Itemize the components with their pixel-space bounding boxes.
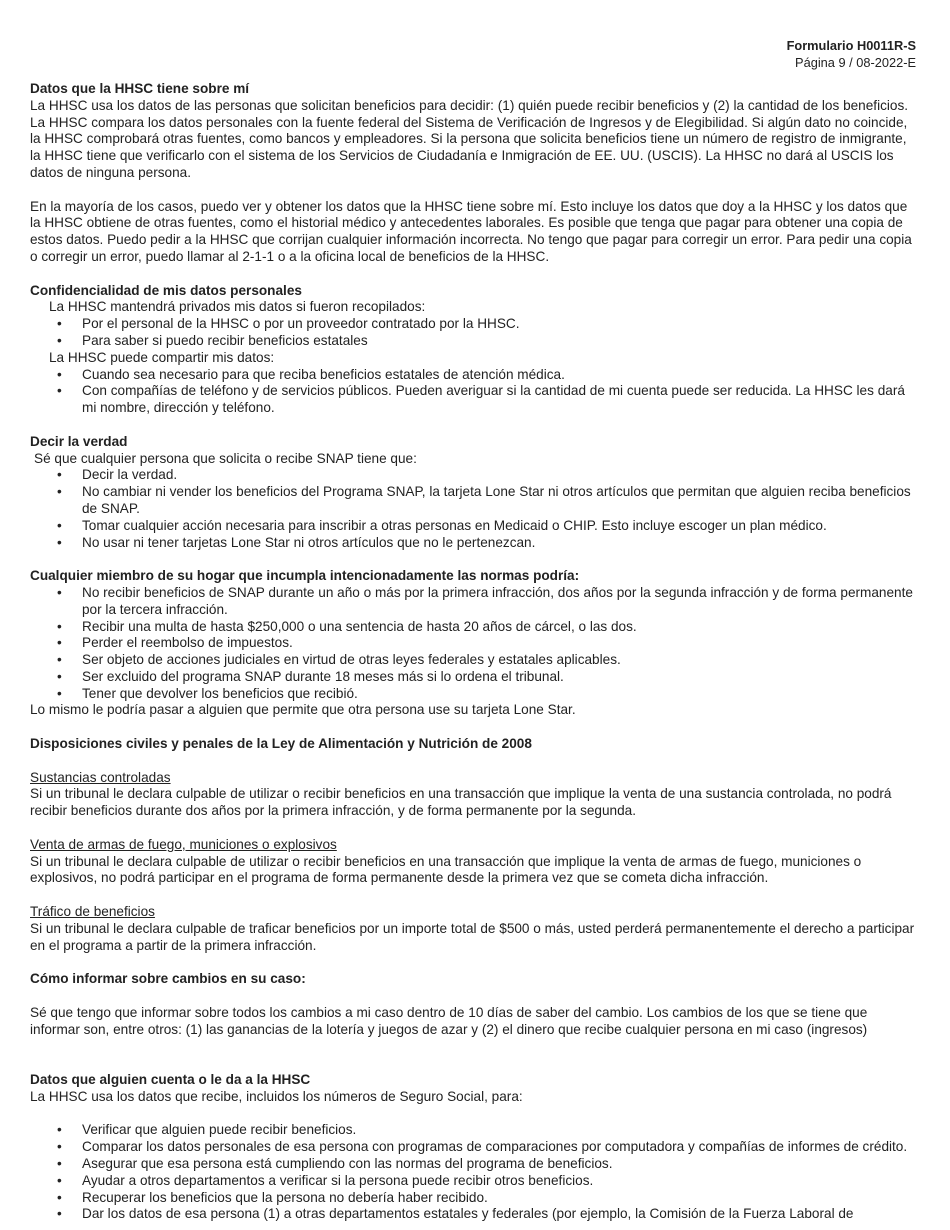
- confidentiality-list-1: [30, 316, 916, 350]
- penalties-list: [30, 585, 916, 703]
- subsection-title-trafficking: Tráfico de beneficios: [30, 904, 155, 920]
- confidentiality-intro-1: La HHSC mantendrá privados mis datos si fueron recopilados:: [49, 299, 426, 315]
- section-title-civil-penal: Disposiciones civiles y penales de la Ley de Alimentación y Nutrición de 2008: [30, 736, 532, 752]
- list-item: • Dar los datos de esa persona (1) a otras departamentos estatales y federales (por ejemplo, la Comisión de la Fuerza Laboral de: [30, 1206, 916, 1223]
- penalties-outro: Lo mismo le podría pasar a alguien que permite que otra persona use su tarjeta Lone Star.: [30, 702, 576, 718]
- subsection-title-firearms: Venta de armas de fuego, municiones o explosivos: [30, 836, 337, 852]
- data-given-intro: La HHSC usa los datos que recibe, incluidos los números de Seguro Social, para:: [30, 1088, 523, 1104]
- list-item: • Perder el reembolso de impuestos.: [30, 635, 916, 652]
- list-item: • Para saber si puedo recibir beneficios estatales: [30, 333, 916, 350]
- section-title-confidentiality: Confidencialidad de mis datos personales: [30, 282, 302, 298]
- confidentiality-intro-2: La HHSC puede compartir mis datos:: [49, 349, 275, 365]
- section-title-penalties: Cualquier miembro de su hogar que incumpla intencionadamente las normas podría:: [30, 568, 580, 584]
- section-title-tell-truth: Decir la verdad: [30, 433, 128, 449]
- list-item: • No cambiar ni vender los beneficios del Programa SNAP, la tarjeta Lone Star ni otros artículos que permitan que alguien reciba beneficios de SNAP.: [30, 484, 916, 518]
- controlled-substances-text: Si un tribunal le declara culpable de utilizar o recibir beneficios en una transacción que implique la venta de una sustancia controlada, no podrá recibir beneficios durante dos años por la primera infracción, y de forma permanente por la segunda.: [30, 786, 892, 819]
- list-item: • Comparar los datos personales de esa persona con programas de comparaciones por computadora y compañías de informes de crédito.: [30, 1139, 916, 1156]
- section-title-report-changes: Cómo informar sobre cambios en su caso:: [30, 971, 306, 987]
- list-item: • Recuperar los beneficios que la persona no debería haber recibido.: [30, 1190, 916, 1207]
- list-item: • Por el personal de la HHSC o por un proveedor contratado por la HHSC.: [30, 316, 916, 333]
- list-item: • Asegurar que esa persona está cumpliendo con las normas del programa de beneficios.: [30, 1156, 916, 1173]
- list-item: • Recibir una multa de hasta $250,000 o una sentencia de hasta 20 años de cárcel, o las dos.: [30, 619, 916, 636]
- form-header: [30, 37, 916, 71]
- list-item: • No usar ni tener tarjetas Lone Star ni otros artículos que no le pertenezcan.: [30, 535, 916, 552]
- trafficking-text: Si un tribunal le declara culpable de traficar beneficios por un importe total de $500 o más, usted perderá permanentemente el derecho a participar en el programa a partir de la primera infracción.: [30, 920, 915, 953]
- tell-truth-intro: Sé que cualquier persona que solicita o recibe SNAP tiene que:: [34, 450, 417, 466]
- confidentiality-list-2: [30, 367, 916, 417]
- list-item: • Verificar que alguien puede recibir beneficios.: [30, 1122, 916, 1139]
- section-title-hhsc-data: Datos que la HHSC tiene sobre mí: [30, 81, 250, 96]
- list-item: • Decir la verdad.: [30, 467, 916, 484]
- tell-truth-list: [30, 467, 916, 551]
- list-item: • Con compañías de teléfono y de servicios públicos. Pueden averiguar si la cantidad de mi cuenta puede ser reducida. La HHSC les dará mi nombre, dirección y teléfono.: [30, 383, 916, 417]
- hhsc-data-paragraph-2: En la mayoría de los casos, puedo ver y obtener los datos que la HHSC tiene sobre mí. Esto incluye los datos que doy a la HHSC y los datos que la HHSC obtiene de otras fuentes, como el historial médico y antecedentes laborales. Es posible que tenga que pagar para obtener una copia de estos datos. Puedo pedir a la HHSC que corrijan cualquier información incorrecta. No tengo que pagar para corregir un error. Para pedir una copia o corregir un error, puedo llamar al 2-1-1 o a la oficina local de beneficios de la HHSC.: [30, 198, 912, 264]
- subsection-title-controlled-substances: Sustancias controladas: [30, 769, 171, 785]
- section-title-data-given: Datos que alguien cuenta o le da a la HHSC: [30, 1072, 311, 1088]
- list-item: • Cuando sea necesario para que reciba beneficios estatales de atención médica.: [30, 367, 916, 384]
- list-item: • No recibir beneficios de SNAP durante un año o más por la primera infracción, dos años por la segunda infracción y de forma permanente por la tercera infracción.: [30, 585, 916, 619]
- firearms-text: Si un tribunal le declara culpable de utilizar o recibir beneficios en una transacción que implique la venta de armas de fuego, municiones o explosivos, no podrá participar en el programa de forma permanente desde la primera vez que se cometa dicha infracción.: [30, 853, 862, 886]
- hhsc-data-paragraph-1: La HHSC usa los datos de las personas que solicitan beneficios para decidir: (1) quién puede recibir beneficios y (2) la cantidad de los beneficios. La HHSC compara los datos personales con la fuente federal del Sistema de Verificación de Ingresos y de Elegibilidad. Si algún dato no coincide, la HHSC comprobará otras fuentes, como bancos y empleadores. Si la persona que solicita beneficios tiene un número de registro de inmigrante, la HHSC tiene que verificarlo con el sistema de los Servicios de Ciudadanía e Inmigración de EE. UU. (USCIS). La HHSC no dará al USCIS los datos de ninguna persona.: [30, 97, 909, 180]
- list-item: • Ayudar a otros departamentos a verificar si la persona puede recibir otros beneficios.: [30, 1173, 916, 1190]
- report-changes-text: Sé que tengo que informar sobre todos los cambios a mi caso dentro de 10 días de saber del cambio. Los cambios de los que se tiene que informar son, entre otros: (1) las ganancias de la lotería y juegos de azar y (2) el dinero que recibe cualquier persona en mi caso (ingresos): [30, 1004, 868, 1037]
- list-item: • Tener que devolver los beneficios que recibió.: [30, 686, 916, 703]
- form-id: Formulario H0011R-S: [786, 38, 916, 53]
- page-info: Página 9 / 08-2022-E: [795, 55, 916, 70]
- list-item: • Tomar cualquier acción necesaria para inscribir a otras personas en Medicaid o CHIP. Esto incluye escoger un plan médico.: [30, 518, 916, 535]
- list-item: • Ser objeto de acciones judiciales en virtud de otras leyes federales y estatales aplicables.: [30, 652, 916, 669]
- list-item: • Ser excluido del programa SNAP durante 18 meses más si lo ordena el tribunal.: [30, 669, 916, 686]
- data-given-list: [30, 1122, 916, 1223]
